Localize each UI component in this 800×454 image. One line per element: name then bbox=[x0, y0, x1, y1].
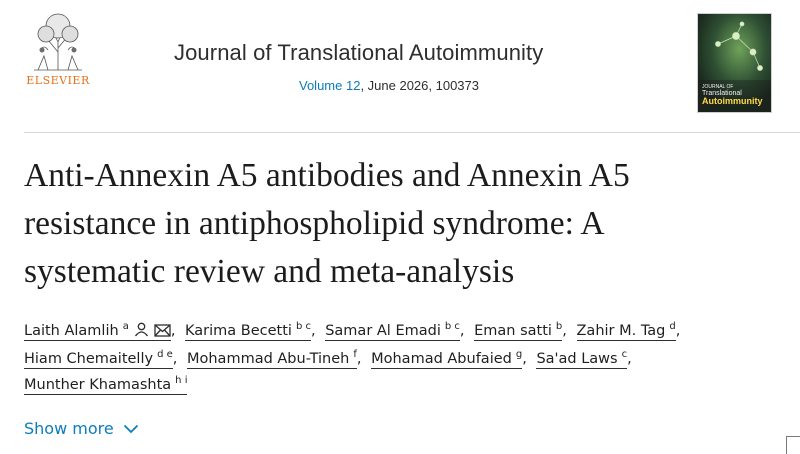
article-title-line1: Anti-Annexin A5 antibodies and Annexin A5 bbox=[24, 157, 630, 194]
author-separator: , bbox=[522, 351, 527, 367]
elsevier-tree-icon bbox=[30, 12, 86, 72]
author-separator: , bbox=[675, 323, 681, 339]
cover-kicker: JOURNAL OF bbox=[702, 84, 734, 90]
author-separator: , bbox=[172, 351, 178, 367]
author-link[interactable]: Hiam Chemaitelly $^{d e}$ bbox=[24, 349, 173, 367]
journal-title[interactable]: Journal of Translational Autoimmunity bbox=[174, 40, 544, 65]
author-separator: , bbox=[356, 351, 362, 367]
cover-title-line1: Translational bbox=[702, 90, 742, 97]
issue-info: , June 2026, 100373 bbox=[360, 78, 479, 93]
author-link[interactable]: Laith Alamlih $^a$ bbox=[24, 323, 171, 341]
author-link[interactable]: Mohamad Abufaied $^g$ bbox=[371, 349, 523, 367]
author-link[interactable]: Sa'ad Laws $^c$ bbox=[536, 349, 628, 367]
article-title-line2: resistance in antiphospholipid syndrome: A bbox=[24, 205, 605, 242]
chevron-down-icon bbox=[123, 424, 139, 434]
show-more-label: Show more bbox=[24, 419, 114, 438]
author-link[interactable]: Munther Khamashta $^{h i}$ bbox=[24, 375, 188, 393]
scroll-corner-box bbox=[786, 436, 800, 454]
author-list bbox=[24, 318, 744, 398]
person-icon bbox=[134, 320, 149, 346]
journal-meta bbox=[299, 78, 479, 93]
author-link[interactable]: Karima Becetti $^{b c}$ bbox=[185, 321, 311, 339]
author-separator: , bbox=[562, 323, 567, 339]
author-separator: , bbox=[459, 323, 465, 339]
article-title-line3: systematic review and meta-analysis bbox=[24, 253, 515, 290]
author-separator: , bbox=[170, 323, 176, 339]
author-link[interactable]: Eman satti $^b$ bbox=[474, 321, 563, 339]
journal-cover[interactable] bbox=[697, 13, 772, 113]
author-link[interactable]: Samar Al Emadi $^{b c}$ bbox=[325, 321, 460, 339]
author-separator: , bbox=[627, 351, 632, 367]
header-divider bbox=[24, 132, 800, 133]
author-separator: , bbox=[311, 323, 316, 339]
envelope-icon bbox=[154, 320, 171, 346]
author-link[interactable]: Zahir M. Tag $^d$ bbox=[576, 321, 676, 339]
cover-title-line2: Autoimmunity bbox=[702, 96, 763, 106]
publisher-name: ELSEVIER bbox=[26, 74, 90, 87]
article-title bbox=[24, 152, 794, 296]
cover-text bbox=[702, 85, 763, 106]
show-more-button[interactable] bbox=[24, 419, 139, 438]
volume-link[interactable]: Volume 12 bbox=[299, 78, 361, 93]
elsevier-logo[interactable] bbox=[22, 12, 94, 90]
author-link[interactable]: Mohammad Abu-Tineh $^f$ bbox=[186, 349, 357, 367]
